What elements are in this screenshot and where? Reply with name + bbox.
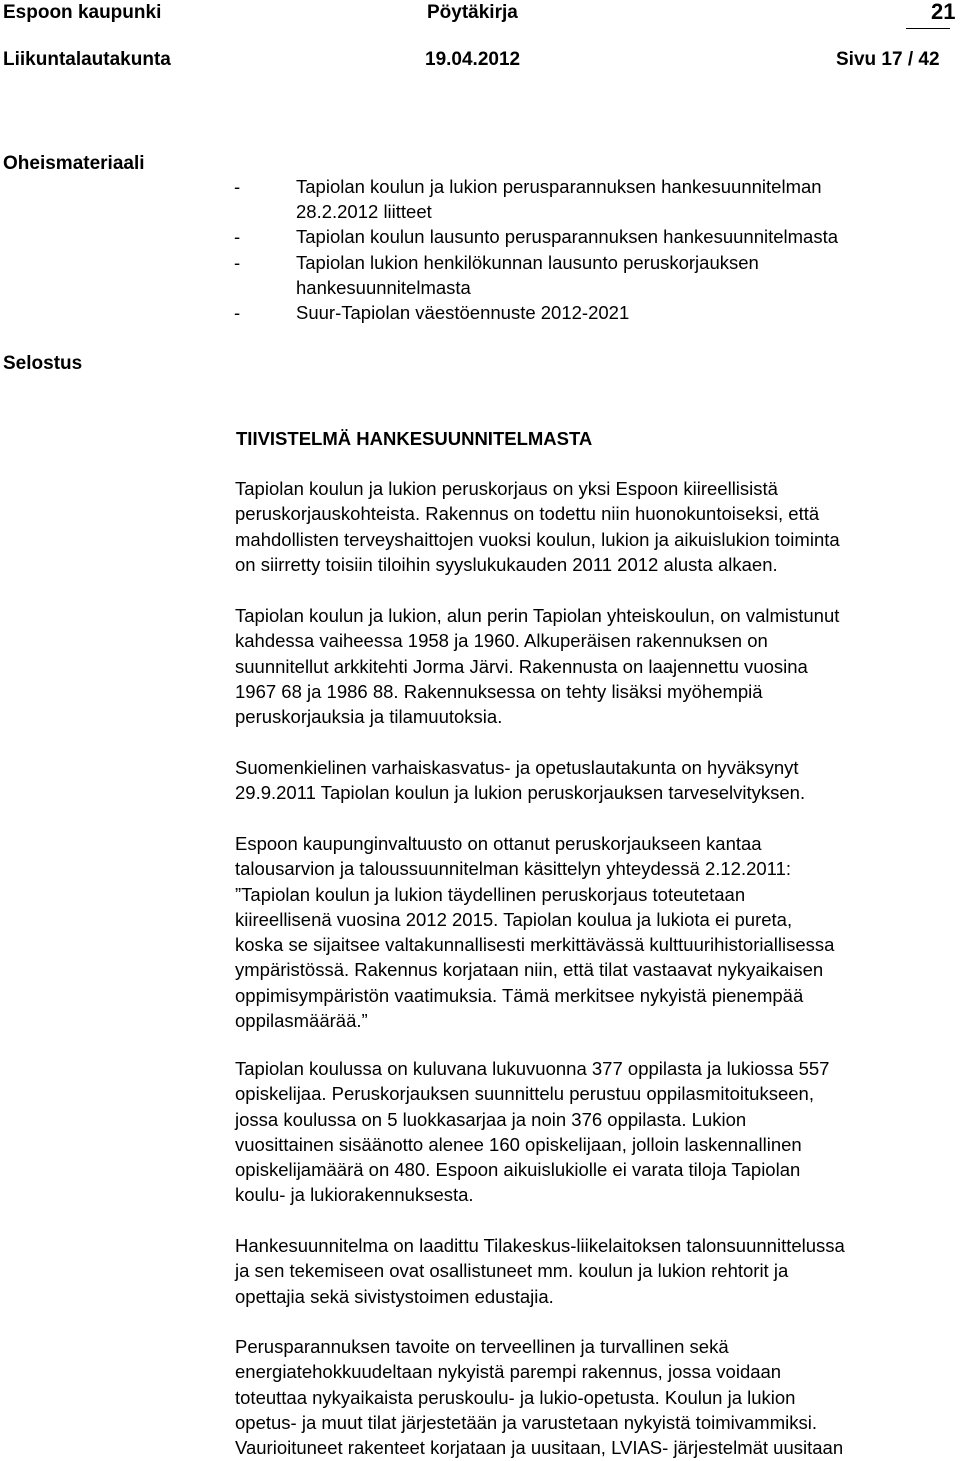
paragraph bbox=[235, 1334, 960, 1460]
list-item-dash: - bbox=[234, 226, 241, 247]
text-line: koulu- ja lukiorakennuksesta. bbox=[235, 1184, 474, 1206]
text-line: energiatehokkuudeltaan nykyistä parempi rakennus, jossa voidaan bbox=[235, 1361, 782, 1383]
attachment-line: Suur-Tapiolan väestöennuste 2012-2021 bbox=[296, 302, 630, 323]
text-line: 1967 68 ja 1986 88. Rakennuksessa on tehty lisäksi myöhempiä bbox=[235, 680, 763, 702]
text-line: 29.9.2011 Tapiolan koulun ja lukion peruskorjauksen tarveselvityksen. bbox=[235, 782, 806, 804]
text-line: opiskelijamäärä on 480. Espoon aikuislukiolle ei varata tiloja Tapiolan bbox=[235, 1159, 801, 1181]
attachment-line: Tapiolan lukion henkilökunnan lausunto peruskorjauksen bbox=[296, 252, 759, 273]
text-line: Tapiolan koulun ja lukion, alun perin Tapiolan yhteiskoulun, on valmistunut bbox=[235, 605, 840, 626]
attachment-line: Tapiolan koulun lausunto perusparannuksen hankesuunnitelmasta bbox=[296, 226, 839, 247]
minutes-number: 21 bbox=[931, 0, 956, 24]
list-item-dash: - bbox=[234, 176, 241, 197]
text-line: vuosittainen sisäänotto alenee 160 opiskelijaan, jolloin laskennallinen bbox=[235, 1133, 802, 1155]
text-line: talousarvion ja taloussuunnitelman käsittelyn yhteydessä 2.12.2011: bbox=[235, 858, 792, 880]
text-line: Tapiolan koulun ja lukion peruskorjaus on yksi Espoon kiireellisistä bbox=[235, 478, 778, 499]
text-line: kiireellisenä vuosina 2012 2015. Tapiolan koulua ja lukiota ei pureta, bbox=[235, 908, 793, 930]
page-number: Sivu 17 / 42 bbox=[836, 49, 940, 70]
paragraph bbox=[235, 755, 960, 806]
paragraph bbox=[235, 1056, 960, 1208]
paragraph bbox=[235, 476, 960, 577]
explanation-label: Selostus bbox=[3, 353, 83, 374]
attachments-label: Oheismateriaali bbox=[3, 153, 145, 174]
attachment-line: Tapiolan koulun ja lukion perusparannuksen hankesuunnitelman bbox=[296, 176, 822, 197]
text-line: Hankesuunnitelma on laadittu Tilakeskus-liikelaitoksen talonsuunnittelussa bbox=[235, 1235, 845, 1256]
list-item-dash: - bbox=[234, 252, 241, 273]
text-line: peruskorjauksia ja tilamuutoksia. bbox=[235, 706, 503, 728]
meeting-date: 19.04.2012 bbox=[425, 49, 521, 70]
text-line: oppimisympäristön vaatimuksia. Tämä merkitsee nykyistä pienempää bbox=[235, 984, 804, 1006]
document-type: Pöytäkirja bbox=[427, 2, 518, 23]
text-line: ja sen tekemiseen ovat osallistuneet mm. koulun ja lukion rehtorit ja bbox=[235, 1260, 789, 1282]
text-line: ympäristössä. Rakennus korjataan niin, että tilat vastaavat nykyaikaisen bbox=[235, 959, 824, 981]
committee-name: Liikuntalautakunta bbox=[3, 49, 171, 70]
text-line: ”Tapiolan koulun ja lukion täydellinen peruskorjaus toteutetaan bbox=[235, 883, 746, 905]
minutes-number-underline bbox=[906, 28, 950, 29]
paragraph bbox=[235, 1233, 960, 1309]
text-line: opetus- ja muut tilat järjestetään ja varustetaan nykyistä toimivammiksi. bbox=[235, 1411, 817, 1433]
paragraph bbox=[235, 603, 960, 729]
section-heading: TIIVISTELMÄ HANKESUUNNITELMASTA bbox=[236, 428, 593, 449]
text-line: koska se sijaitsee valtakunnallisesti merkittävässä kulttuurihistoriallisessa bbox=[235, 934, 835, 956]
text-line: suunnitellut arkkitehti Jorma Järvi. Rakennusta on laajennettu vuosina bbox=[235, 655, 808, 677]
text-line: peruskorjauskohteista. Rakennus on todettu niin huonokuntoiseksi, että bbox=[235, 503, 820, 525]
attachment-line: 28.2.2012 liitteet bbox=[296, 201, 432, 222]
text-line: Vaurioituneet rakenteet korjataan ja uusitaan, LVIAS- järjestelmät uusitaan bbox=[235, 1437, 844, 1459]
text-line: toteuttaa nykyaikaista peruskoulu- ja lukio-opetusta. Koulun ja lukion bbox=[235, 1386, 796, 1408]
text-line: on siirretty toisiin tiloihin syyslukukauden 2011 2012 alusta alkaen. bbox=[235, 553, 778, 575]
text-line: oppilasmäärää.” bbox=[235, 1010, 368, 1032]
text-line: Suomenkielinen varhaiskasvatus- ja opetuslautakunta on hyväksynyt bbox=[235, 757, 799, 778]
attachment-line: hankesuunnitelmasta bbox=[296, 277, 471, 298]
text-line: mahdollisten terveyshaittojen vuoksi koulun, lukion ja aikuislukion toiminta bbox=[235, 528, 840, 550]
paragraph bbox=[235, 831, 960, 1033]
text-line: Perusparannuksen tavoite on terveellinen ja turvallinen sekä bbox=[235, 1336, 729, 1357]
text-line: Espoon kaupunginvaltuusto on ottanut peruskorjaukseen kantaa bbox=[235, 833, 762, 854]
text-line: opettajia sekä sivistystoimen edustajia. bbox=[235, 1285, 554, 1307]
text-line: kahdessa vaiheessa 1958 ja 1960. Alkuperäisen rakennuksen on bbox=[235, 630, 768, 652]
text-line: opiskelijaa. Peruskorjauksen suunnittelu perustuu oppilasmitoitukseen, bbox=[235, 1083, 814, 1105]
list-item-dash: - bbox=[234, 302, 241, 323]
organization-name: Espoon kaupunki bbox=[3, 2, 162, 23]
text-line: Tapiolan koulussa on kuluvana lukuvuonna 377 oppilasta ja lukiossa 557 bbox=[235, 1058, 830, 1079]
text-line: jossa koulussa on 5 luokkasarjaa ja noin 376 oppilasta. Lukion bbox=[235, 1108, 747, 1130]
